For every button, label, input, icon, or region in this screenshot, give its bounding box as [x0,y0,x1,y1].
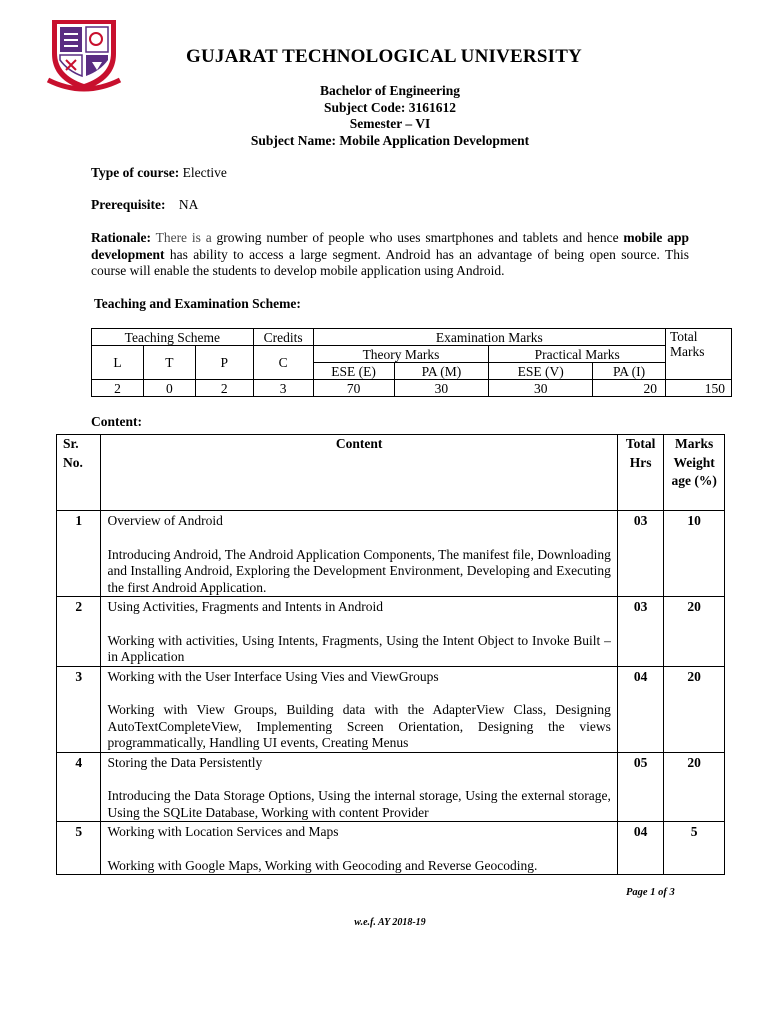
weightage-header: Marks Weight age (%) [664,435,725,511]
total-hrs-header: Total Hrs [617,435,663,511]
course-type [91,165,227,181]
row-sr: 4 [57,752,101,822]
page-of: of [655,887,670,898]
table-row [57,752,725,822]
rationale-bold-text: mobile app development [91,230,689,262]
row-topic: Working with Location Services and Maps [107,824,339,839]
row-content [101,666,617,752]
row-content [101,822,617,875]
row-sr: 5 [57,822,101,875]
degree: Bachelor of Engineering [320,83,460,98]
pa-m-value: 30 [394,380,489,397]
ese-e-value: 70 [313,380,394,397]
row-description: Working with Google Maps, Working with Geocoding and Reverse Geocoding. [107,857,538,873]
pa-i-value: 20 [593,380,666,397]
scheme-title: Teaching and Examination Scheme: [94,296,301,311]
course-type-label: Type of course: [91,165,180,180]
row-hrs: 03 [617,511,663,597]
row-sr: 1 [57,511,101,597]
page-number [626,887,675,898]
row-description: Introducing the Data Storage Options, Using the internal storage, Using the external storage, Using the SQLite Database, Working with content Provider [107,788,611,820]
row-topic: Working with the User Interface Using Vies and ViewGroups [107,668,439,684]
total-marks-value: 150 [666,380,732,397]
table-row [57,511,725,597]
content-header: Content [101,435,617,511]
row-hrs: 03 [617,597,663,667]
rationale-text-end: has ability to access a large segment. Android has an advantage of being open source. This course will enable the students to develop mobile application using Android. [91,246,689,278]
row-content [101,511,617,597]
course-type-value: Elective [182,165,227,180]
rationale-label: Rationale: [91,230,151,245]
row-hrs: 04 [617,822,663,875]
table-row [57,597,725,667]
practical-header: P [195,346,253,380]
credit-value: 3 [253,380,313,397]
row-description: Introducing Android, The Android Application Components, The manifest file, Downloading and Installing Android, Exploring the Development Environment, Developing and Executing the first Android Application. [107,546,611,595]
row-topic: Using Activities, Fragments and Intents in Android [107,599,384,614]
row-hrs: 05 [617,752,663,822]
effective-year: w.e.f. AY 2018-19 [354,917,426,928]
row-topic: Overview of Android [107,513,223,528]
rationale-text-start: There is a [155,230,212,245]
subject-name: Subject Name: Mobile Application Development [250,132,530,148]
row-weight: 10 [664,511,725,597]
row-sr: 3 [57,666,101,752]
content-title: Content: [91,414,142,429]
tutorial-value: 0 [143,380,195,397]
teaching-scheme-table [91,328,732,397]
content-table [56,434,725,875]
page-total: 3 [669,887,675,898]
pa-m-header: PA (M) [394,363,489,380]
lecture-value: 2 [92,380,144,397]
credit-header: C [253,346,313,380]
row-hrs: 04 [617,666,663,752]
page-current: 1 [650,887,656,898]
content-header-row [57,435,725,511]
subject-header [0,83,768,149]
row-topic: Storing the Data Persistently [107,754,263,770]
row-weight: 5 [664,822,725,875]
teaching-scheme-header: Teaching Scheme [92,329,254,346]
page-prefix: Page [626,887,651,898]
row-description: Working with activities, Using Intents, Fragments, Using the Intent Object to Invoke Built –in Application [107,632,611,664]
pa-i-header: PA (I) [593,363,666,380]
practical-value: 2 [195,380,253,397]
ese-e-header: ESE (E) [313,363,394,380]
ese-v-value: 30 [489,380,593,397]
prerequisite-label: Prerequisite: [91,197,166,212]
rationale-text-mid: growing number of people who uses smartphones and tablets and hence [211,230,624,245]
table-row [57,822,725,875]
total-marks-header: Total Marks [666,329,732,380]
rationale [91,230,689,280]
prerequisite [91,197,198,213]
university-name: GUJARAT TECHNOLOGICAL UNIVERSITY [186,46,582,67]
prerequisite-value: NA [178,197,199,212]
row-description: Working with View Groups, Building data with the AdapterView Class, Designing AutoTextCompleteView, Implementing Screen Orientation, Designing the views programmatically, Handling UI events, Creating Menus [107,702,611,750]
table-row [57,666,725,752]
credits-header: Credits [253,329,313,346]
row-sr: 2 [57,597,101,667]
row-content [101,597,617,667]
row-content [101,752,617,822]
semester: Semester – VI [349,116,431,131]
examination-marks-header: Examination Marks [313,329,665,346]
lecture-header: L [92,346,144,380]
row-weight: 20 [664,752,725,822]
subject-code: Subject Code: 3161612 [324,99,456,115]
practical-marks-header: Practical Marks [489,346,666,363]
row-weight: 20 [664,666,725,752]
theory-marks-header: Theory Marks [313,346,489,363]
sr-no-header: Sr. No. [57,435,101,511]
tutorial-header: T [143,346,195,380]
ese-v-header: ESE (V) [489,363,593,380]
row-weight: 20 [664,597,725,667]
